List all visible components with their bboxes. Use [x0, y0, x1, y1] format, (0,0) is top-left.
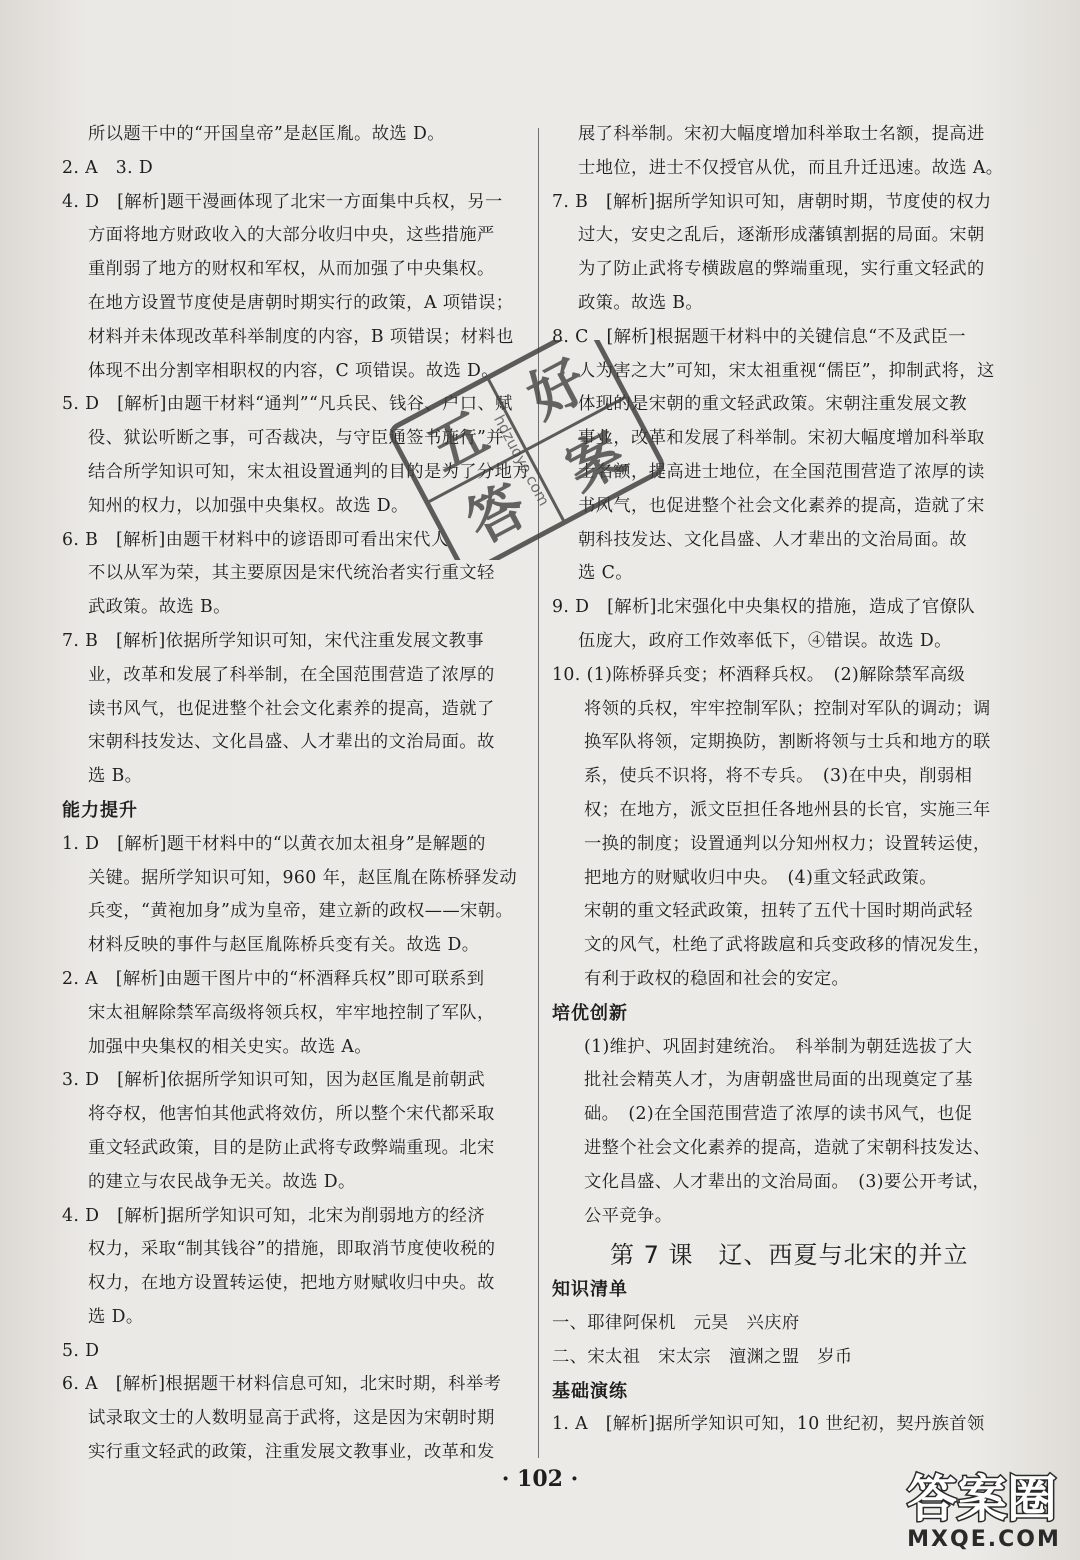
text-line: 将夺权，他害怕其他武将效仿，所以整个宋代都采取	[88, 1104, 495, 1125]
stamp-char-1: 五	[418, 400, 499, 485]
text-line: 文化昌盛、人才辈出的文治局面。 (3)要公开考试，	[584, 1171, 991, 1192]
text-line: 批社会精英人才，为唐朝盛世局面的出现奠定了基	[584, 1070, 973, 1091]
text-line: 体现的是宋朝的重文轻武政策。宋朝注重发展文教	[578, 394, 967, 415]
left-column	[62, 118, 531, 1470]
text-line: 方面将地方财政收入的大部分收归中央，这些措施严	[88, 225, 495, 246]
text-line: 材料并未体现改革科举制度的内容，B 项错误；材料也	[88, 326, 514, 347]
text-line: 7. B [解析]依据所学知识可知，宋代注重发展文教事	[62, 630, 484, 651]
text-line: 实行重文轻武的政策，注重发展文教事业，改革和发	[88, 1442, 495, 1463]
text-line: 为了防止武将专横跋扈的弊端重现，实行重文轻武的	[578, 259, 985, 280]
text-line: 6. A [解析]根据题干材料信息可知，北宋时期，科举考	[62, 1374, 502, 1395]
text-line: 在地方设置节度使是唐朝时期实行的政策，A 项错误；	[88, 292, 514, 313]
section-heading: 能力提升	[62, 799, 138, 821]
text-line: 兵变，“黄袍加身”成为皇帝，建立新的政权——宋朝。	[88, 901, 514, 922]
text-line: 过大，安史之乱后，逐渐形成藩镇割据的局面。宋朝	[578, 225, 985, 246]
text-line: (1)维护、巩固封建统治。 科举制为朝廷选拔了大	[584, 1036, 973, 1057]
text-line: 系，使兵不识将，将不专兵。 (3)在中央，削弱相	[584, 766, 973, 787]
lesson-title: 第 7 课 辽、西夏与北宋的并立	[610, 1241, 969, 1270]
text-line: 选 C。	[578, 563, 633, 584]
text-line: 1. A [解析]据所学知识可知，10 世纪初，契丹族首领	[552, 1414, 985, 1435]
text-line: 选 B。	[88, 766, 143, 787]
stamp-url: hdzuoye.com	[490, 411, 554, 509]
answer-circle-logo	[888, 1450, 1068, 1554]
text-line: 1. D [解析]题干材料中的“以黄衣加太祖身”是解题的	[62, 833, 486, 854]
text-line: 10. (1)陈桥驿兵变；杯酒释兵权。 (2)解除禁军高级	[552, 664, 966, 685]
text-line: 4. D [解析]据所学知识可知，北宋为削弱地方的经济	[62, 1205, 486, 1226]
text-line: 公平竞争。	[584, 1205, 673, 1226]
stamp-char-2: 好	[517, 347, 598, 432]
text-line: 重文轻武政策，目的是防止武将专政弊端重现。北宋	[88, 1137, 495, 1158]
text-line: 有利于政权的稳固和社会的安定。	[584, 968, 850, 989]
text-line: 选 D。	[88, 1306, 144, 1327]
text-line: 朝科技发达、文化昌盛、人才辈出的文治局面。故	[578, 529, 967, 550]
text-line: 加强中央集权的相关史实。故选 A。	[88, 1036, 372, 1057]
text-line: 结合所学知识可知，宋太祖设置通判的目的是为了分地方	[88, 461, 531, 482]
text-line: 9. D [解析]北宋强化中央集权的措施，造成了官僚队	[552, 597, 976, 618]
text-line: 5. D	[62, 1340, 100, 1361]
stamp-char-3: 答	[456, 472, 537, 557]
text-line: 书风气，也促进整个社会文化素养的提高，造就了宋	[578, 495, 985, 516]
text-line: 事业，改革和发展了科举制。宋初大幅度增加科举取	[578, 428, 985, 449]
text-line: 役、狱讼听断之事，可否裁决，与守臣通签书施行”并	[88, 428, 504, 449]
text-line: 宋太祖解除禁军高级将领兵权，牢牢地控制了军队，	[88, 1002, 495, 1023]
text-line: 伍庞大，政府工作效率低下，④错误。故选 D。	[578, 630, 952, 651]
stamp-char-4: 案	[555, 420, 636, 504]
section-heading: 基础演练	[552, 1380, 628, 1402]
text-line: 2. A 3. D	[62, 157, 154, 178]
text-line: 关键。据所学知识可知，960 年，赵匡胤在陈桥驿发动	[88, 867, 518, 888]
text-line: 政策。故选 B。	[578, 292, 704, 313]
text-line: 将领的兵权，牢牢控制军队；控制对军队的调动；调	[584, 698, 991, 719]
text-line: 知州的权力，以加强中央集权。故选 D。	[88, 495, 409, 516]
text-line: 8. C [解析]根据题干材料中的关键信息“不及武臣一	[552, 326, 966, 347]
column-divider	[538, 128, 539, 1458]
text-line: 不以从军为荣，其主要原因是宋代统治者实行重文轻	[88, 563, 495, 584]
text-line: 的建立与农民战争无关。故选 D。	[88, 1171, 356, 1192]
text-line: 权力，在地方设置转运使，把地方财赋收归中央。故	[88, 1273, 495, 1294]
text-line: 读书风气，也促进整个社会文化素养的提高，造就了	[88, 698, 495, 719]
text-line: 武政策。故选 B。	[88, 597, 231, 618]
logo-main-text: 答案圈	[907, 1470, 1057, 1528]
text-line: 士地位，进士不仅授官从优，而且升迁迅速。故选 A。	[578, 157, 1004, 178]
section-heading: 知识清单	[552, 1279, 628, 1301]
text-line: 所以题干中的“开国皇帝”是赵匡胤。故选 D。	[88, 124, 445, 144]
text-line: 5. D [解析]由题干材料“通判”“凡兵民、钱谷、户口、赋	[62, 394, 513, 415]
text-line: 础。 (2)在全国范围营造了浓厚的读书风气，也促	[584, 1104, 973, 1125]
text-line: 把地方的财赋收归中央。 (4)重文轻武政策。	[584, 867, 937, 888]
text-line: 权力，采取“制其钱谷”的措施，即取消节度使收税的	[88, 1239, 496, 1260]
logo-sub-text: MXQE.COM	[907, 1527, 1061, 1552]
text-line: 4. D [解析]题干漫画体现了北宋一方面集中兵权，另一	[62, 191, 503, 212]
text-line: 宋朝科技发达、文化昌盛、人才辈出的文治局面。故	[88, 732, 495, 753]
text-line: 一换的制度；设置通判以分知州权力；设置转运使，	[584, 833, 991, 854]
text-line: 材料反映的事件与赵匡胤陈桥兵变有关。故选 D。	[88, 935, 480, 956]
text-line: 3. D [解析]依据所学知识可知，因为赵匡胤是前朝武	[62, 1070, 486, 1091]
text-line: 7. B [解析]据所学知识可知，唐朝时期，节度使的权力	[552, 191, 992, 212]
text-line: 展了科举制。宋初大幅度增加科举取士名额，提高进	[578, 124, 985, 144]
text-line: 换军队将领，定期换防，割断将领与士兵和地方的联	[584, 732, 991, 753]
section-heading: 培优创新	[552, 1002, 628, 1024]
text-line: 体现不出分割宰相职权的内容，C 项错误。故选 D。	[88, 360, 499, 381]
text-line: 进整个社会文化素养的提高，造就了宋朝科技发达、	[584, 1137, 991, 1158]
text-line: 宋朝的重文轻武政策，扭转了五代十国时期尚武轻	[584, 901, 973, 922]
text-line: 士名额，提高进士地位，在全国范围营造了浓厚的读	[578, 461, 985, 482]
watermark-stamp	[376, 340, 676, 560]
text-line: 6. B [解析]由题干材料中的谚语即可看出宋代人	[62, 529, 449, 550]
text-line: 文的风气，杜绝了武将跋扈和兵变政移的情况发生，	[584, 935, 991, 956]
page-number: · 102 ·	[501, 1466, 579, 1492]
text-line: 人为害之大”可知，宋太祖重视“儒臣”，抑制武将，这	[578, 360, 995, 381]
right-column	[552, 118, 1014, 1442]
text-line: 业，改革和发展了科举制，在全国范围营造了浓厚的	[88, 664, 495, 685]
text-line: 重削弱了地方的财权和军权，从而加强了中央集权。	[88, 259, 495, 280]
text-line: 一、耶律阿保机 元昊 兴庆府	[552, 1313, 800, 1334]
text-line: 二、宋太祖 宋太宗 澶渊之盟 岁币	[552, 1346, 853, 1367]
text-line: 试录取文士的人数明显高于武将，这是因为宋朝时期	[88, 1408, 495, 1429]
text-line: 权；在地方，派文臣担任各地州县的长官，实施三年	[584, 799, 991, 820]
text-line: 2. A [解析]由题干图片中的“杯酒释兵权”即可联系到	[62, 968, 485, 989]
